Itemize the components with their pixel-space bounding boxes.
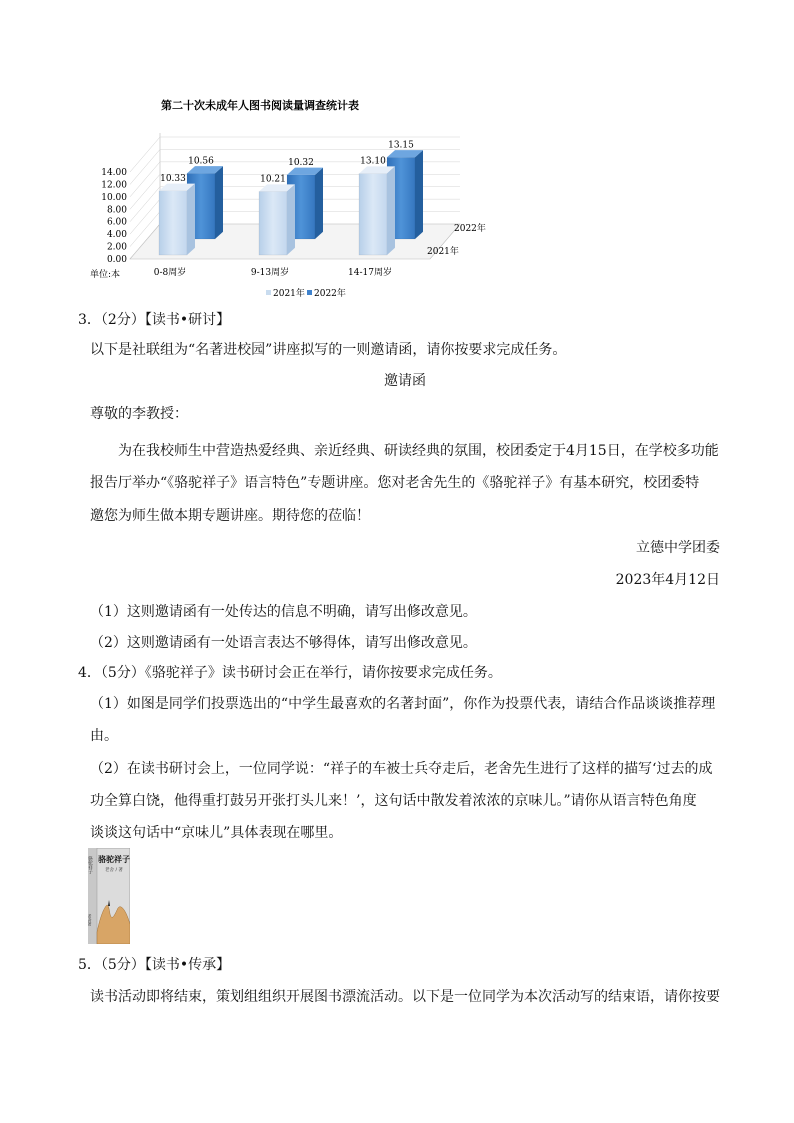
- y-tick-label: 14.00: [101, 168, 127, 178]
- book-cover-svg: [88, 848, 130, 944]
- y-tick-label: 10.00: [101, 192, 127, 203]
- bar-2021-1-front: [259, 192, 287, 255]
- x-tick-label: 9-13周岁: [250, 268, 290, 278]
- bar-2021-2-front: [359, 174, 387, 255]
- book-cover-image: [88, 848, 130, 944]
- bar-2021-2: [359, 166, 395, 255]
- y-tick-label: 4.00: [106, 230, 127, 241]
- cover-title: 骆驼祥子: [98, 854, 130, 864]
- chart-title: 第二十次未成年人图书阅读量调查统计表: [161, 99, 359, 112]
- q4-sub2-line-1: （2）在读书研讨会上，一位同学说：“祥子的车被士兵夺走后，老舍先生进行了这样的描写‘过去的成: [90, 761, 713, 777]
- depth-label-2021: 2021年: [427, 247, 459, 257]
- legend-swatch-2022: [307, 290, 312, 295]
- letter-body-line-3: 邀您为师生做本期专题讲座。期待您的莅临！: [90, 508, 370, 524]
- q5-header: 5．（5分）【读书•传承】: [78, 957, 231, 973]
- depth-label-2022: 2022年: [454, 224, 486, 234]
- data-label-2021: 10.33: [160, 173, 186, 184]
- data-label-2021: 10.21: [260, 174, 286, 185]
- q3-sub-question-1: （1）这则邀请函有一处传达的信息不明确，请写出修改意见。: [90, 604, 477, 620]
- letter-date: 2023年4月12日: [615, 572, 720, 588]
- q4-sub2-line-2: 功全算白饶，他得重打鼓另开张打头儿来！’，这句话中散发着浓浓的京味儿。”请你从语言特色角度: [90, 793, 697, 809]
- bar-2021-0-front: [159, 191, 187, 255]
- y-tick-label: 6.00: [106, 217, 127, 228]
- legend-label-2021: 2021年: [273, 289, 305, 299]
- x-tick-label: 14-17周岁: [348, 268, 392, 278]
- chart-svg: [90, 92, 500, 304]
- y-tick-label: 0.00: [106, 255, 127, 265]
- data-label-2022: 13.15: [388, 140, 414, 151]
- q4-header: 4．（5分）《骆驼祥子》读书研讨会正在举行，请你按要求完成任务。: [78, 665, 502, 681]
- letter-signature: 立德中学团委: [636, 540, 720, 556]
- q4-sub2-line-3: 谈谈这句话中“京味儿”具体表现在哪里。: [90, 825, 343, 841]
- bar-2021-1: [259, 184, 295, 255]
- y-tick-label: 8.00: [106, 205, 127, 216]
- bar-2021-1-side: [287, 184, 295, 255]
- q4-sub1-line-1: （1）如图是同学们投票选出的“中学生最喜欢的名著封面”，你作为投票代表，请结合作品谈谈推荐理: [90, 696, 716, 712]
- legend-swatch-2021: [266, 290, 271, 295]
- q3-intro: 以下是社联组为“名著进校园”讲座拟写的一则邀请函，请你按要求完成任务。: [90, 342, 567, 358]
- bar-2021-2-side: [387, 166, 395, 255]
- y-axis-unit-label: 单位:本: [90, 270, 121, 280]
- y-tick-label: 2.00: [106, 242, 127, 253]
- letter-body-line-1: 为在我校师生中营造热爱经典、亲近经典、研读经典的氛围，校团委定于4月15日，在学校多功能: [118, 443, 719, 459]
- cover-spine-title: 骆驼祥子: [88, 856, 93, 874]
- letter-body-line-2: 报告厅举办“《骆驼祥子》语言特色”专题讲座。您对老舍先生的《骆驼祥子》有基本研究，校团委特: [90, 475, 700, 491]
- letter-salutation: 尊敬的李教授：: [90, 406, 188, 422]
- data-label-2021: 13.10: [360, 156, 386, 167]
- x-tick-label: 0-8周岁: [153, 268, 187, 278]
- bar-2021-0: [159, 184, 195, 255]
- bar-2022-1-side: [315, 168, 323, 239]
- reading-survey-chart: [90, 92, 500, 304]
- letter-title: 邀请函: [384, 373, 426, 389]
- q5-line-1: 读书活动即将结束，策划组组织开展图书漂流活动。以下是一位同学为本次活动写的结束语，请你按要: [90, 989, 720, 1005]
- q3-sub-question-2: （2）这则邀请函有一处语言表达不够得体，请写出修改意见。: [90, 635, 477, 651]
- y-tick-label: 12.00: [101, 180, 127, 191]
- q4-sub1-line-2: 由。: [90, 728, 118, 744]
- bar-2022-0-side: [215, 166, 223, 239]
- bar-2022-2-side: [415, 150, 423, 239]
- q3-header: 3．（2分）【读书•研讨】: [78, 312, 231, 328]
- legend-label-2022: 2022年: [314, 289, 346, 299]
- data-label-2022: 10.32: [288, 157, 314, 168]
- bar-2021-0-side: [187, 184, 195, 255]
- cover-author: 老舍 / 著: [105, 868, 123, 873]
- data-label-2022: 10.56: [188, 156, 214, 167]
- cover-spine-author: 老舍著: [88, 914, 93, 926]
